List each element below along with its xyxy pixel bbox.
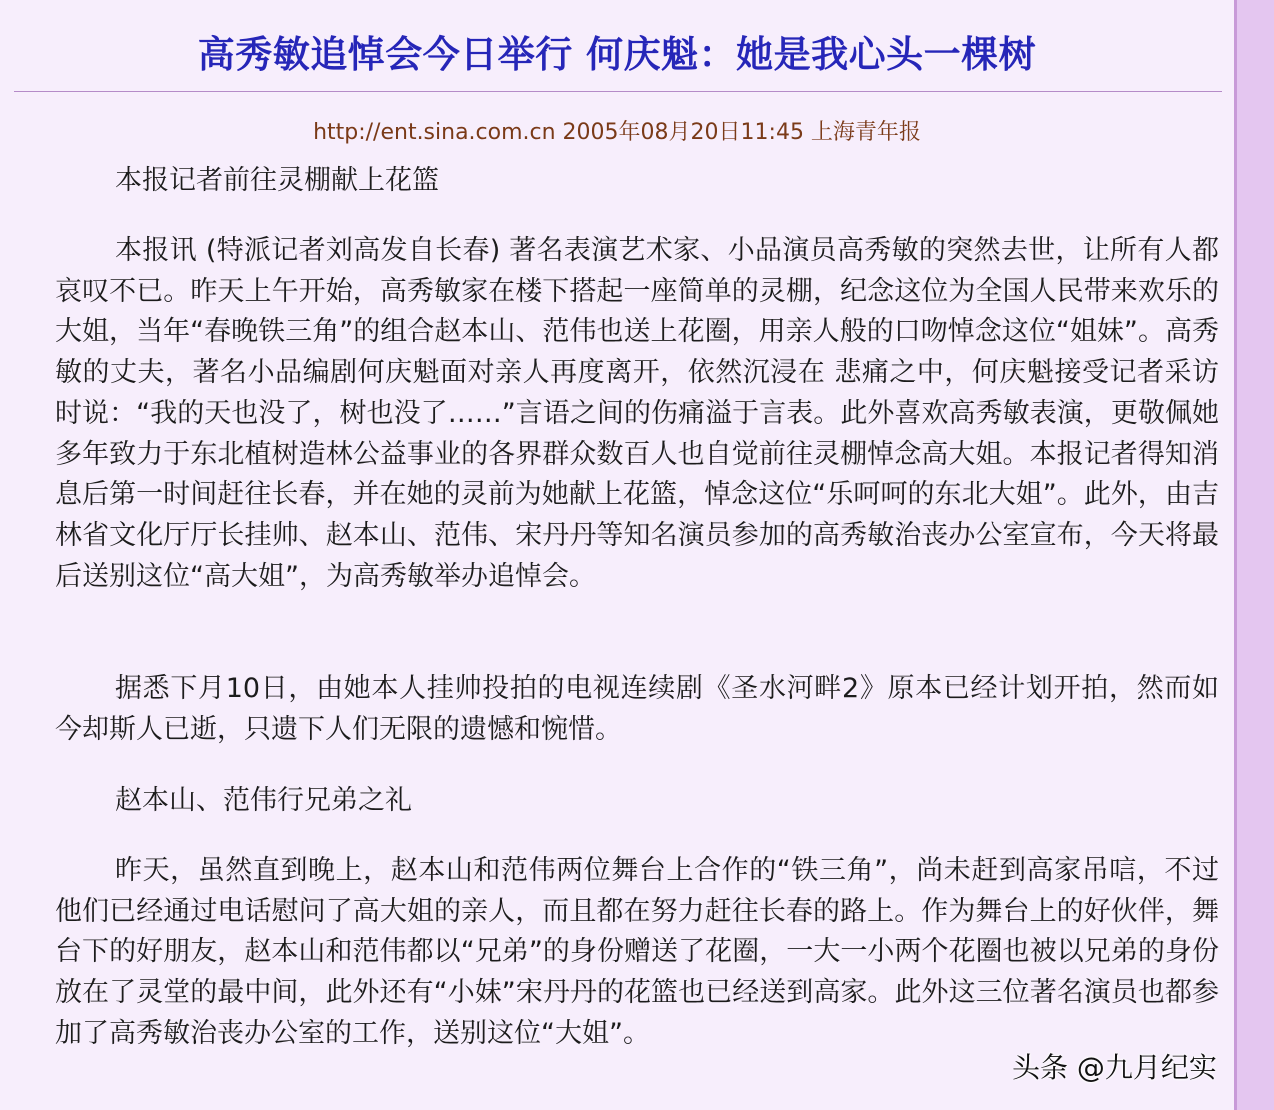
- article-subhead-1: 本报记者前往灵棚献上花篮: [115, 165, 439, 196]
- article-paragraph-1: 本报讯 (特派记者刘高发自长春) 著名表演艺术家、小品演员高秀敏的突然去世，让所有人都哀叹不已。昨天上午开始，高秀敏家在楼下搭起一座简单的灵棚，纪念这位为全国人民带来欢乐的大姐，当年“春晚铁三角”的组合赵本山、范伟也送上花圈，用亲人般的口吻悼念这位“姐妹”。高秀敏的丈夫，著名小品编剧何庆魁面对亲人再度离开，依然沉浸在 悲痛之中，何庆魁接受记者采访时说：“我的天也没了，树也没了……”言语之间的伤痛溢于言表。此外喜欢高秀敏表演，更敬佩她多年致力于东北植树造林公益事业的各界群众数百人也自觉前往灵棚悼念高大姐。本报记者得知消息后第一时间赶往长春，并在她的灵前为她献上花篮，悼念这位“乐呵呵的东北大姐”。此外，由吉林省文化厅厅长挂帅、赵本山、范伟、宋丹丹等知名演员参加的高秀敏治丧办公室宣布，今天将最后送别这位“高大姐”，为高秀敏举办追悼会。: [55, 235, 1219, 592]
- article-headline: 高秀敏追悼会今日举行 何庆魁：她是我心头一棵树: [197, 33, 1037, 76]
- headline-divider: [14, 91, 1222, 92]
- article-paragraph-2: 据悉下月10日，由她本人挂帅投拍的电视连续剧《圣水河畔2》原本已经计划开拍，然而如今却斯人已逝，只遗下人们无限的遗憾和惋惜。: [55, 673, 1219, 745]
- watermark-text: 头条 @九月纪实: [1012, 1051, 1217, 1084]
- article-source-line: http://ent.sina.com.cn 2005年08月20日11:45 上海青年报: [313, 120, 921, 145]
- article-subhead-2: 赵本山、范伟行兄弟之礼: [115, 785, 412, 816]
- article-paragraph-3: 昨天，虽然直到晚上，赵本山和范伟两位舞台上合作的“铁三角”，尚未赶到高家吊唁，不过他们已经通过电话慰问了高大姐的亲人，而且都在努力赶往长春的路上。作为舞台上的好伙伴，舞台下的好朋友，赵本山和范伟都以“兄弟”的身份赠送了花圈，一大一小两个花圈也被以兄弟的身份放在了灵堂的最中间，此外还有“小妹”宋丹丹的花篮也已经送到高家。此外这三位著名演员也都参加了高秀敏治丧办公室的工作，送别这位“大姐”。: [55, 855, 1219, 1049]
- right-sidebar-strip: [1234, 0, 1274, 1110]
